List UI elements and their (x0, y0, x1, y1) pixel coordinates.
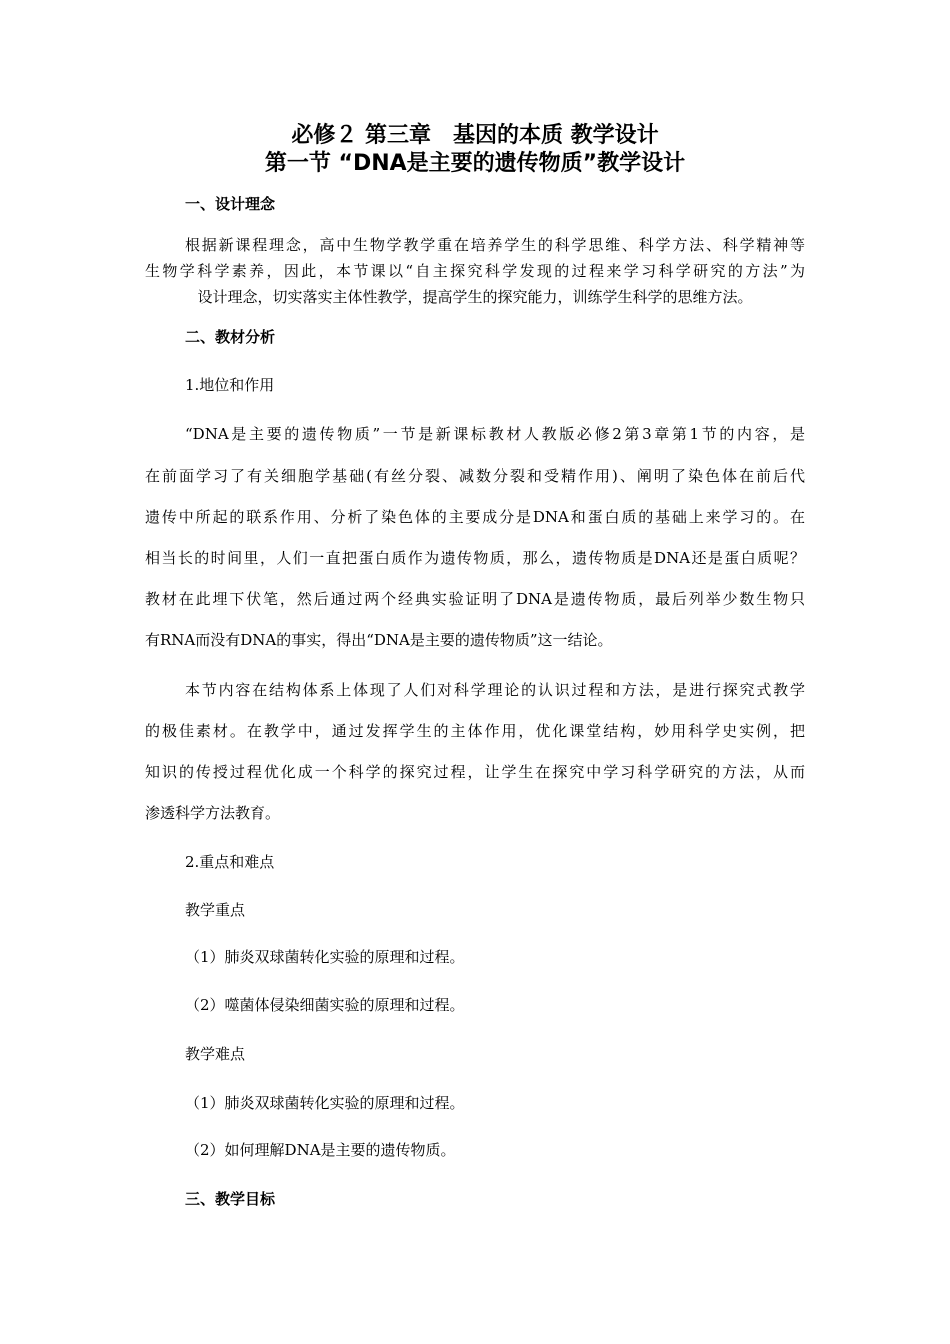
list-item: （1）肺炎双球菌转化实验的原理和过程。 (185, 1094, 465, 1112)
paragraph-line: 遗传中所起的联系作用、分析了染色体的主要成分是DNA和蛋白质的基础上来学习的。在 (145, 508, 805, 526)
paragraph-line: “DNA是主要的遗传物质”一节是新课标教材人教版必修2第3章第1节的内容，是 (185, 425, 805, 443)
document-subtitle: 第一节 “DNA是主要的遗传物质”教学设计 (264, 151, 686, 176)
paragraph-line: 在前面学习了有关细胞学基础(有丝分裂、减数分裂和受精作用)、阐明了染色体在前后代 (145, 467, 805, 485)
paragraph-line: 生物学科学素养，因此，本节课以“自主探究科学发现的过程来学习科学研究的方法”为 (145, 262, 805, 280)
paragraph-line: 教材在此埋下伏笔，然后通过两个经典实验证明了DNA是遗传物质，最后列举少数生物只 (145, 590, 805, 608)
paragraph-line: 渗透科学方法教育。 (145, 804, 281, 822)
section-heading-teaching-objectives: 三、教学目标 (185, 1190, 276, 1208)
label-teaching-difficulties: 教学难点 (185, 1045, 246, 1063)
subheading-key-difficult: 2.重点和难点 (185, 853, 275, 871)
document-title: 必修２ 第三章 基因的本质 教学设计 (291, 123, 659, 148)
paragraph-line: 知识的传授过程优化成一个科学的探究过程，让学生在探究中学习科学研究的方法，从而 (145, 763, 805, 781)
paragraph-line: 本节内容在结构体系上体现了人们对科学理论的认识过程和方法，是进行探究式教学 (185, 681, 805, 699)
paragraph-line: 相当长的时间里，人们一直把蛋白质作为遗传物质，那么，遗传物质是DNA还是蛋白质呢？ (145, 549, 805, 567)
paragraph-line: 的极佳素材。在教学中，通过发挥学生的主体作用，优化课堂结构，妙用科学史实例，把 (145, 722, 805, 740)
list-item: （1）肺炎双球菌转化实验的原理和过程。 (185, 948, 465, 966)
list-item: （2）如何理解DNA是主要的遗传物质。 (185, 1141, 456, 1159)
section-heading-material-analysis: 二、教材分析 (185, 328, 276, 346)
list-item: （2）噬菌体侵染细菌实验的原理和过程。 (185, 996, 465, 1014)
label-teaching-key-points: 教学重点 (185, 901, 246, 919)
paragraph-line: 设计理念，切实落实主体性教学，提高学生的探究能力，训练学生科学的思维方法。 (197, 288, 753, 306)
paragraph-line: 根据新课程理念，高中生物学教学重在培养学生的科学思维、科学方法、科学精神等 (185, 236, 805, 254)
section-heading-design-concept: 一、设计理念 (185, 195, 276, 213)
paragraph-line: 有RNA而没有DNA的事实，得出“DNA是主要的遗传物质”这一结论。 (145, 631, 613, 649)
subheading-position-role: 1.地位和作用 (185, 376, 275, 394)
